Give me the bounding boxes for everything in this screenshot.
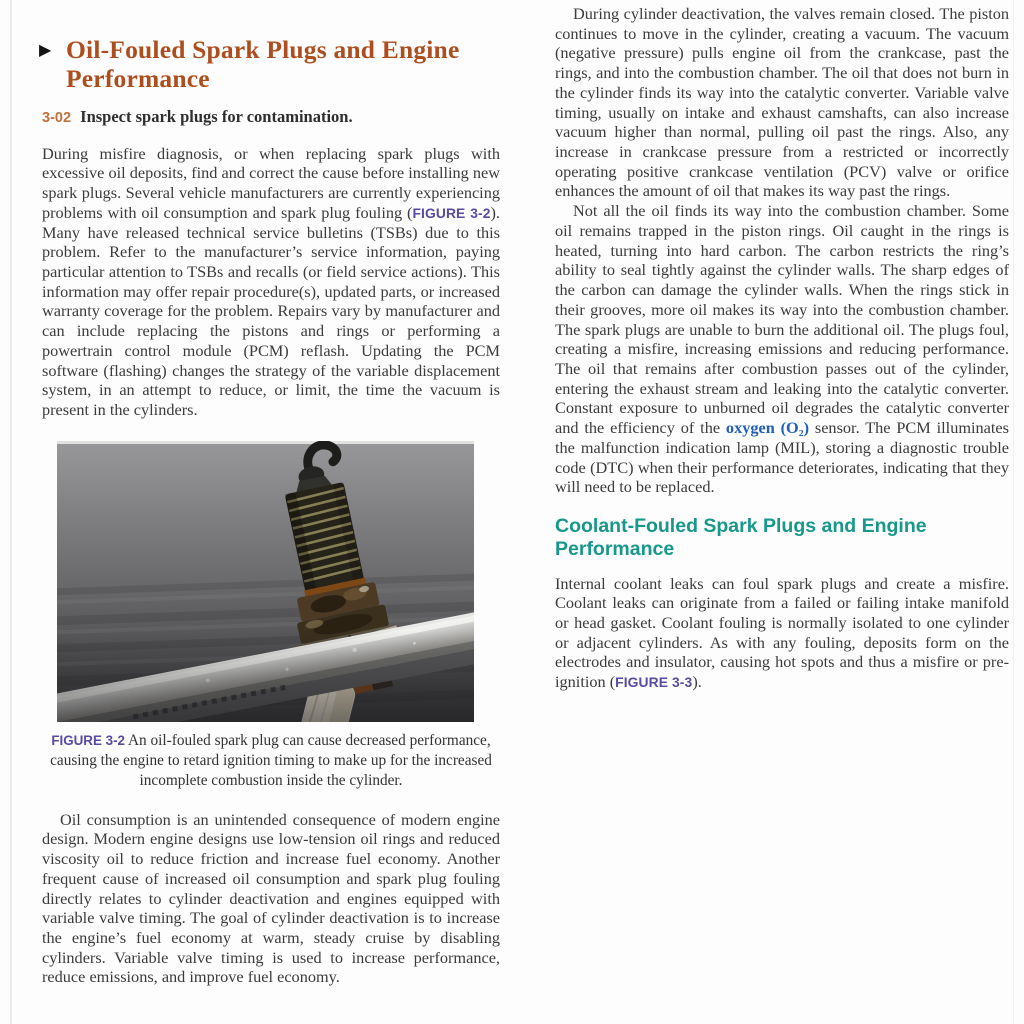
oxygen-sensor-link[interactable]: oxygen (O₂) <box>725 418 810 438</box>
subheading-coolant-fouled: Coolant-Fouled Spark Plugs and Engine Performance <box>555 514 927 560</box>
text-run: sensor. The PCM illuminates the malfunction indication lamp (MIL), storing a diagnostic trouble code (DTC) when their performance deteriorates, indicating that they will need to be replaced. <box>555 418 1009 497</box>
text-run: During cylinder deactivation, the valves remain closed. The piston continues to move in the cylinder, creating a vacuum. The vacuum (negative pressure) pulls engine oil from the crankcase, past the rings, and into the combustion chamber. The oil that does not burn in the cylinder finds its way into the catalytic converter. Variable valve timing, usually on intake and exhaust camshafts, can also increase vacuum higher than normal, pulling oil past the rings. Also, any increase in crankcase pressure from a restricted or incorrectly operating positive crankcase ventilation (PCV) valve or orifice enhances the amount of oil that makes its way past the rings. <box>555 4 1009 201</box>
section-heading-text: Oil-Fouled Spark Plugs and Engine Performance <box>66 35 460 93</box>
section-heading <box>39 35 500 94</box>
figure-caption-label: FIGURE 3-2 <box>51 732 125 748</box>
paragraph <box>555 201 1009 497</box>
paragraph <box>42 144 500 420</box>
text-run: An oil-fouled spark plug can cause decreased performance, causing the engine to retard ignition timing to make up for the increased incomplete combustion inside the cylinder. <box>50 731 492 790</box>
task-number: 3-02 <box>42 109 72 126</box>
text-run: ). <box>692 672 702 692</box>
page-edge-line-right <box>1013 0 1014 1024</box>
figure-3-2 <box>42 441 500 792</box>
figure-3-3-link[interactable]: FIGURE 3-3 <box>615 674 693 691</box>
text-run: During misfire diagnosis, or when replacing spark plugs with excessive oil deposits, find and correct the cause before installing new spark plugs. Several vehicle manufacturers are currently experiencing problems with oil consumption and spark plug fouling ( <box>42 143 500 222</box>
left-column <box>39 0 501 987</box>
text-run: Internal coolant leaks can foul spark plugs and create a misfire. Coolant leaks can originate from a failed or failing intake manifold or head gasket. Coolant fouling is normally isolated to one cylinder or adjacent cylinders. As with any fouling, deposits form on the electrodes and insulator, causing hot spots and thus a misfire or pre-ignition ( <box>555 573 1009 692</box>
text-run: Oil consumption is an unintended consequence of modern engine design. Modern engine designs use low-tension oil rings and reduced viscosity oil to reduce friction and increase fuel economy. Another frequent cause of increased oil consumption and spark plug fouling directly relates to cylinder deactivation and engines equipped with variable valve timing. The goal of cylinder deactivation is to increase the engine’s fuel economy at warm, steady cruise by disabling cylinders. Variable valve timing is used to increase performance, reduce emissions, and improve fuel economy. <box>42 809 500 987</box>
text-run: Not all the oil finds its way into the combustion chamber. Some oil remains trapped in the piston rings. Oil caught in the rings is heated, turning into hard carbon. The carbon restricts the ring’s ability to seal tightly against the cylinder walls. The sharp edges of the carbon can damage the cylinder walls. When the rings stick in their grooves, more oil makes its way into the combustion chamber. The spark plugs are unable to burn the additional oil. The plugs foul, creating a misfire, increasing emissions and reducing performance. The oil that remains after combustion passes out of the cylinder, entering the exhaust stream and leaking into the catalytic converter. Constant exposure to unburned oil degrades the catalytic converter and the efficiency of the <box>555 201 1009 438</box>
paragraph <box>555 4 1009 201</box>
figure-3-2-link[interactable]: FIGURE 3-2 <box>412 204 491 221</box>
paragraph <box>42 810 500 987</box>
figure-caption <box>42 731 500 792</box>
text-run: ). Many have released technical service bulletins (TSBs) due to this problem. Refer to the manufacturer’s service information, paying particular attention to TSBs and recalls (or field service actions). This information may offer repair procedure(s), updated parts, or increased warranty coverage for the problem. Repairs vary by manufacturer and can include replacing the pistons and rings or performing a powertrain control module (PCM) reflash. Updating the PCM software (flashing) changes the strategy of the variable displacement system, in an attempt to reduce, or limit, the time the vacuum is present in the cylinders. <box>42 202 501 419</box>
paragraph <box>555 574 1009 692</box>
task-text: Inspect spark plugs for contamination. <box>80 106 353 126</box>
task-line <box>42 107 500 127</box>
right-column <box>555 0 1009 987</box>
page-edge-line-left <box>10 0 12 1024</box>
triangle-bullet-icon: ▶ <box>39 40 52 59</box>
spark-plug-photo[interactable] <box>57 441 474 722</box>
